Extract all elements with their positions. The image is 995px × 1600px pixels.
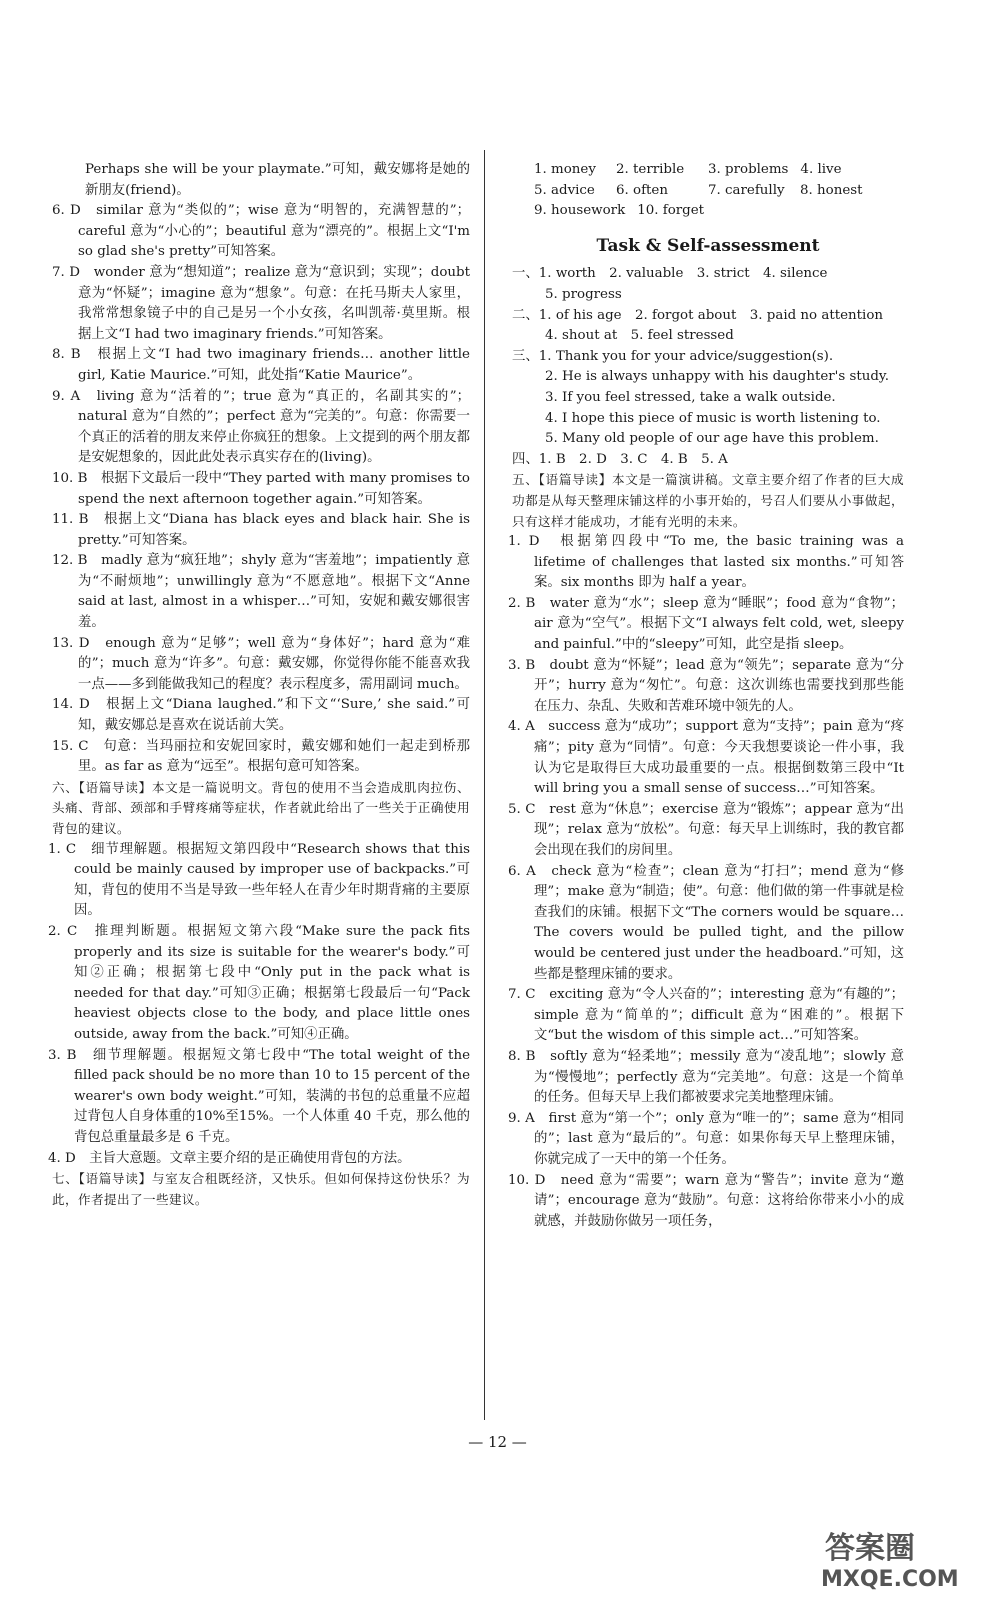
answer-paragraph: 15. C 句意：当玛丽拉和安妮回家时，戴安娜和她们一起走到桥那里。as far as 意为“远至”。根据句意可知答案。 <box>52 738 470 775</box>
word-row <box>534 181 904 202</box>
answer-paragraph: 2. He is always unhappy with his daughter's study. <box>545 369 889 385</box>
answer-paragraph: 3. B doubt 意为“怀疑”；lead 意为“领先”；separate 意为“分开”；hurry 意为“匆忙”。句意：这次训练也需要找到那些能在压力、杂乱、失败和苦难环境中领先的人。 <box>508 657 904 714</box>
answer-paragraph: 4. A success 意为“成功”；support 意为“支持”；pain 意为“疼痛”；pity 意为“同情”。句意：今天我想要谈论一件小事，我认为它是取得巨大成功最重要的一点。根据倒数第三段中“It will bring you a small sense of success…”可知答案。 <box>508 719 904 797</box>
answer-paragraph: 9. A first 意为“第一个”；only 意为“唯一的”；same 意为“相同的”；last 意为“最后的”。句意：如果你每天早上整理床铺，你就完成了一天中的第一个任务。 <box>508 1110 904 1167</box>
word-answer: 7. carefully <box>708 182 785 198</box>
answer-paragraph: 四、1. B 2. D 3. C 4. B 5. A <box>512 451 728 467</box>
right-column <box>508 160 904 1232</box>
answer-paragraph: 六、【语篇导读】本文是一篇说明文。背包的使用不当会造成肌肉拉伤、头痛、背部、颈部和手臂疼痛等症状，作者就此给出了一些关于正确使用背包的建议。 <box>52 779 470 836</box>
answer-paragraph: 七、【语篇导读】与室友合租既经济，又快乐。但如何保持这份快乐？为此，作者提出了一些建议。 <box>52 1171 470 1207</box>
answer-paragraph: 5. Many old people of our age have this problem. <box>545 431 879 447</box>
column-divider <box>484 150 485 1420</box>
word-answer: 2. terrible <box>616 162 685 177</box>
watermark-top: 答案圈 <box>825 1531 915 1566</box>
word-answer: 1. money <box>534 162 596 177</box>
right-answers <box>508 264 904 1232</box>
answer-paragraph: 7. C exciting 意为“令人兴奋的”；interesting 意为“有趣的”；simple 意为“简单的”；difficult 意为“困难的”。根据下文“but the wisdom of this simple act…”可知答案。 <box>508 987 904 1044</box>
answer-paragraph: 8. B softly 意为“轻柔地”；messily 意为“凌乱地”；slowly 意为“慢慢地”；perfectly 意为“完美地”。句意：这是一个简单的任务。但每天早上我们都被要求完美地整理床铺。 <box>508 1048 904 1106</box>
answer-paragraph: Perhaps she will be your playmate.”可知，戴安娜将是她的新朋友(friend)。 <box>85 162 470 198</box>
answer-paragraph: 10. D need 意为“需要”；warn 意为“警告”；invite 意为“邀请”；encourage 意为“鼓励”。句意：这将给你带来小小的成就感，并鼓励你做另一项任务， <box>508 1172 904 1229</box>
answer-paragraph: 五、【语篇导读】本文是一篇演讲稿。文章主要介绍了作者的巨大成功都是从每天整理床铺这样的小事开始的，号召人们要从小事做起，只有这样才能成功，才能有光明的未来。 <box>512 472 904 529</box>
answer-paragraph: 2. B water 意为“水”；sleep 意为“睡眠”；food 意为“食物”；air 意为“空气”。根据下文“I always felt cold, wet, sleepy and painful.”中的“sleepy”可知，此空是指 sleep。 <box>508 595 904 653</box>
word-row <box>534 160 904 181</box>
answer-paragraph: 11. B 根据上文“Diana has black eyes and black hair. She is pretty.”可知答案。 <box>52 512 470 548</box>
answer-paragraph: 4. shout at 5. feel stressed <box>545 328 734 344</box>
answer-paragraph: 3. B 细节理解题。根据短文第七段中“The total weight of the filled pack should be no more than 10 to 15 percent of the wearer's own body weight.”可知，装满的书包的总重量不应超过背包人自身体重的10%至15%。一个人体重 40 千克，那么他的背包总重量最多是 6 千克。 <box>48 1047 470 1145</box>
word-answer: 5. advice <box>534 182 595 198</box>
answer-paragraph: 二、1. of his age 2. forgot about 3. paid no attention <box>512 307 884 323</box>
answer-paragraph: 3. If you feel stressed, take a walk outside. <box>545 389 836 405</box>
answer-paragraph: 三、1. Thank you for your advice/suggestion(s). <box>512 348 834 364</box>
answer-paragraph: 4. I hope this piece of music is worth listening to. <box>545 410 881 426</box>
answer-paragraph: 5. C rest 意为“休息”；exercise 意为“锻炼”；appear 意为“出现”；relax 意为“放松”。句意：每天早上训练时，我的教官都会出现在我们的房间里。 <box>508 801 904 858</box>
watermark-logo <box>807 1524 987 1594</box>
word-answer: 10. forget <box>637 203 705 219</box>
answer-paragraph: 13. D enough 意为“足够”；well 意为“身体好”；hard 意为“难的”；much 意为“许多”。句意：戴安娜，你觉得你能不能喜欢我一点——多到能做我知己的程度？表示程度多，需用副词 much。 <box>52 635 470 692</box>
answer-paragraph: 12. B madly 意为“疯狂地”；shyly 意为“害羞地”；impatiently 意为“不耐烦地”；unwillingly 意为“不愿意地”。根据下文“Anne said at last, almost in a whisper…”可知，安妮和戴安娜很害羞。 <box>52 553 470 631</box>
answer-paragraph: 10. B 根据下文最后一段中“They parted with many promises to spend the next afternoon together again.”可知答案。 <box>52 470 470 507</box>
word-answer: 6. often <box>616 182 668 198</box>
word-answer: 4. live <box>800 162 842 177</box>
answer-paragraph: 6. A check 意为“检查”；clean 意为“打扫”；mend 意为“修理”；make 意为“制造；使”。句意：他们做的第一件事就是检查我们的床铺。根据下文“The corners would be square… The covers would be pulled tight, and the pillow would be centered just under the headboard.”可知，这些都是整理床铺的要求。 <box>508 863 904 982</box>
watermark-bottom: MXQE.COM <box>821 1567 959 1592</box>
section-heading: Task & Self-assessment <box>596 235 820 256</box>
word-answer: 3. problems <box>708 162 789 177</box>
answer-paragraph: 一、1. worth 2. valuable 3. strict 4. silence <box>512 266 828 282</box>
word-answer: 8. honest <box>800 182 863 198</box>
word-answer-list <box>512 160 904 222</box>
answer-paragraph: 9. A living 意为“活着的”；true 意为“真正的，名副其实的”；natural 意为“自然的”；perfect 意为“完美的”。句意：你需要一个真正的活着的朋友来停止你疯狂的想象。上文提到的两个朋友都是安妮想象的，因此此处表示真实存在的(living)。 <box>52 388 470 466</box>
answer-paragraph: 2. C 推理判断题。根据短文第六段“Make sure the pack fits properly and its size is suitable for the wearer's body.”可知②正确；根据第七段中“Only put in the pack what is needed for that day.”可知③正确；根据第七段最后一句“Pack heaviest objects close to the body, and place little ones outside, away from the back.”可知④正确。 <box>48 923 470 1042</box>
word-row <box>534 201 904 222</box>
answer-paragraph: 6. D similar 意为“类似的”；wise 意为“明智的，充满智慧的”；careful 意为“小心的”；beautiful 意为“漂亮的”。根据上文“I'm so glad she's pretty”可知答案。 <box>52 203 470 260</box>
answer-paragraph: 14. D 根据上文“Diana laughed.”和下文“‘Sure,’ she said.”可知，戴安娜总是喜欢在说话前大笑。 <box>52 697 470 734</box>
page-number: — 12 — <box>468 1433 527 1451</box>
answer-paragraph: 1. C 细节理解题。根据短文第四段中“Research shows that this could be mainly caused by improper use of backpacks.”可知，背包的使用不当是导致一些年轻人在青少年时期背痛的主要原因。 <box>48 841 470 919</box>
answer-paragraph: 8. B 根据上文“I had two imaginary friends… another little girl, Katie Maurice.”可知，此处指“Katie Maurice”。 <box>52 347 470 383</box>
answer-paragraph: 5. progress <box>545 286 622 302</box>
answer-paragraph: 4. D 主旨大意题。文章主要介绍的是正确使用背包的方法。 <box>48 1150 411 1166</box>
answer-paragraph: 1. D 根据第四段中“To me, the basic training was a lifetime of challenges that lasted six months.”可知答案。six months 即为 half a year。 <box>508 534 904 591</box>
left-column <box>48 160 470 1210</box>
word-answer: 9. housework <box>534 203 626 219</box>
answer-paragraph: 7. D wonder 意为“想知道”；realize 意为“意识到；实现”；doubt 意为“怀疑”；imagine 意为“想象”。句意：在托马斯夫人家里，我常常想象镜子中的自己是另一个小女孩，名叫凯蒂·莫里斯。根据上文“I had two imaginary friends.”可知答案。 <box>52 264 470 342</box>
